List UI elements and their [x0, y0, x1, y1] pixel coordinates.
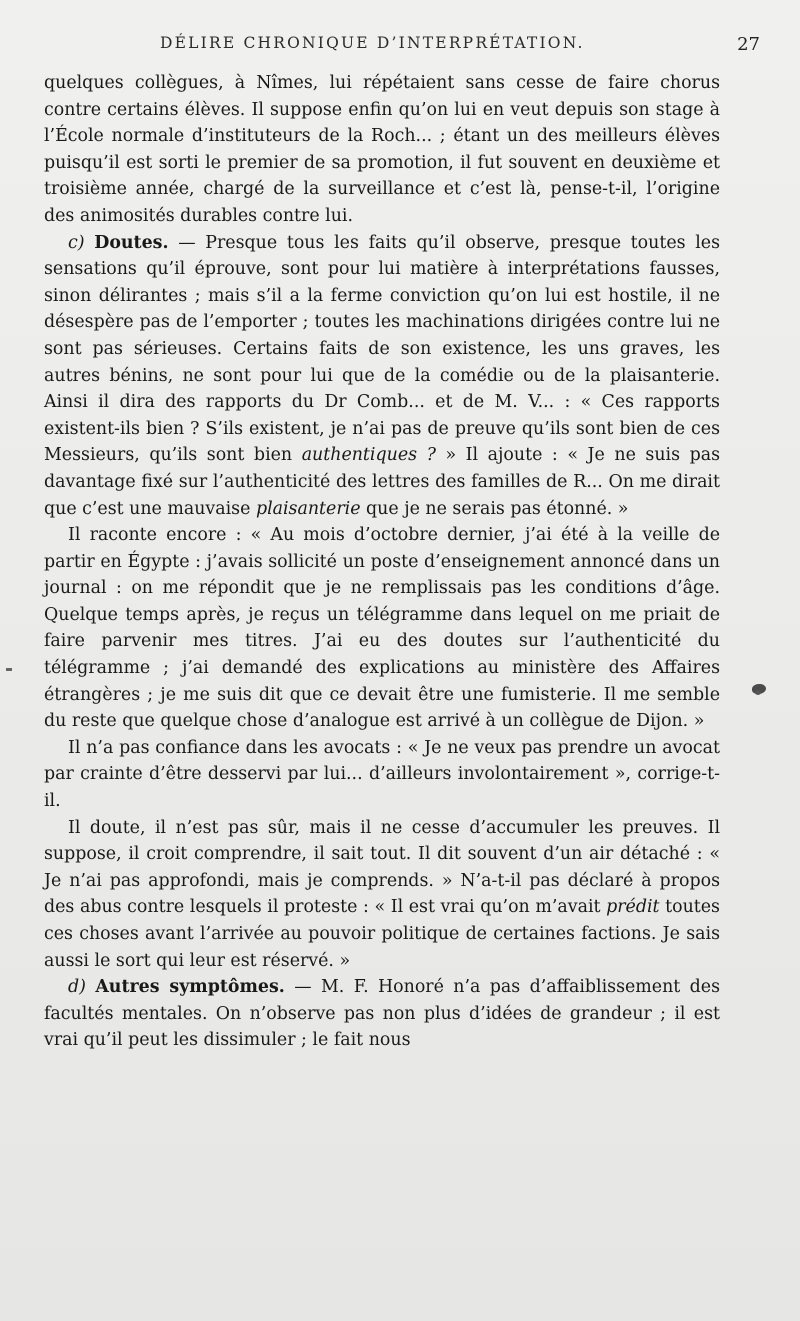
paragraph-continuation: quelques collègues, à Nîmes, lui répétaient sans cesse de faire chorus contre certains élèves. Il suppose enfin qu’on lui en veut depuis son stage à l’École normale d’instituteurs de la Roch... ; étant un des meilleurs élèves puisqu’il est sorti le premier de sa promotion, il fut souvent en deuxième et troisième année, chargé de la surveillance et c’est là, pense-t-il, l’origine des animosités durables contre lui. — [44, 73, 720, 226]
paragraph-text: toutes ces choses avant l’arrivée au pouvoir politique de certaines factions. Je sais aussi le sort qui leur est réservé. » — [44, 897, 720, 971]
section-label-d: d) — [68, 977, 86, 998]
paragraph-preuves — [44, 815, 720, 975]
section-title-doutes: Doutes. — [94, 232, 169, 253]
paragraph-doutes — [44, 230, 720, 523]
section-label-c: c) — [68, 232, 85, 253]
paragraph-text: » Il ajoute : « Je ne suis pas davantage fixé sur l’authenticité des lettres des familles de R... On me dirait que c’est une mauvaise — [44, 445, 721, 519]
paragraph-autres-symptomes — [44, 974, 720, 1054]
paragraph-text: que je ne serais pas étonné. » — [360, 498, 629, 519]
page-number: 27 — [737, 34, 760, 55]
italic-text: authentiques ? — [301, 445, 436, 466]
ink-blot — [752, 684, 766, 694]
paragraph-text: — Presque tous les faits qu’il observe, presque toutes les sensations qu’il éprouve, sont pour lui matière à interprétations fausses, sinon délirantes ; mais s’il a la ferme conviction qu’on lui est hostile, il ne désespère pas de l’emporter ; toutes les machinations dirigées contre lui ne sont pas sérieuses. Certains faits de son existence, les uns graves, les autres bénins, ne sont pour lui que de la comédie ou de la plaisanterie. Ainsi il dira des rapports du Dr Comb... et de M. V... : « Ces rapports existent-ils bien ? S’ils existent, je n’ai pas de preuve qu’ils sont bien de ces Messieurs, qu’ils sont bien — [44, 232, 721, 466]
italic-text: plaisanterie — [255, 498, 361, 519]
paragraph-egypte: Il raconte encore : « Au mois d’octobre dernier, j’ai été à la veille de partir en Égypte : j’avais sollicité un poste d’enseignement annoncé dans un journal : on me répondit que je ne remplissais pas les conditions d’âge. Quelque temps après, je reçus un télégramme dans lequel on me priait de faire parvenir mes titres. J’ai eu des doutes sur l’authenticité du télégramme ; j’ai demandé des explications au ministère des Affaires étrangères ; je me suis dit que ce devait être une fumisterie. Il me semble du reste que quelque chose d’analogue est arrivé à un collègue de Dijon. » — [44, 525, 720, 732]
margin-mark — [6, 668, 12, 671]
italic-text: prédit — [606, 897, 660, 918]
paragraph-avocats: Il n’a pas confiance dans les avocats : « Je ne veux pas prendre un avocat par crainte d’être desservi par lui... d’ailleurs involontairement », corrige-t-il. — [44, 737, 720, 812]
page-body — [44, 70, 720, 1054]
section-title-autres-symptomes: Autres symptômes. — [95, 977, 285, 998]
running-head: DÉLIRE CHRONIQUE D’INTERPRÉTATION. — [160, 34, 585, 52]
page-header — [40, 34, 760, 64]
paragraph-text: Il doute, il n’est pas sûr, mais il ne cesse d’accumuler les preuves. Il suppose, il croit comprendre, il sait tout. Il dit souvent d’un air détaché : « Je n’ai pas approfondi, mais je comprends. » N’a-t-il pas déclaré à propos des abus contre lesquels il proteste : « Il est vrai qu’on m’avait — [44, 817, 720, 918]
paragraph-text: — M. F. Honoré n’a pas d’affaiblissement des facultés mentales. On n’observe pas non plus d’idées de grandeur ; il est vrai qu’il peut les dissimuler ; le fait nous — [44, 977, 720, 1051]
